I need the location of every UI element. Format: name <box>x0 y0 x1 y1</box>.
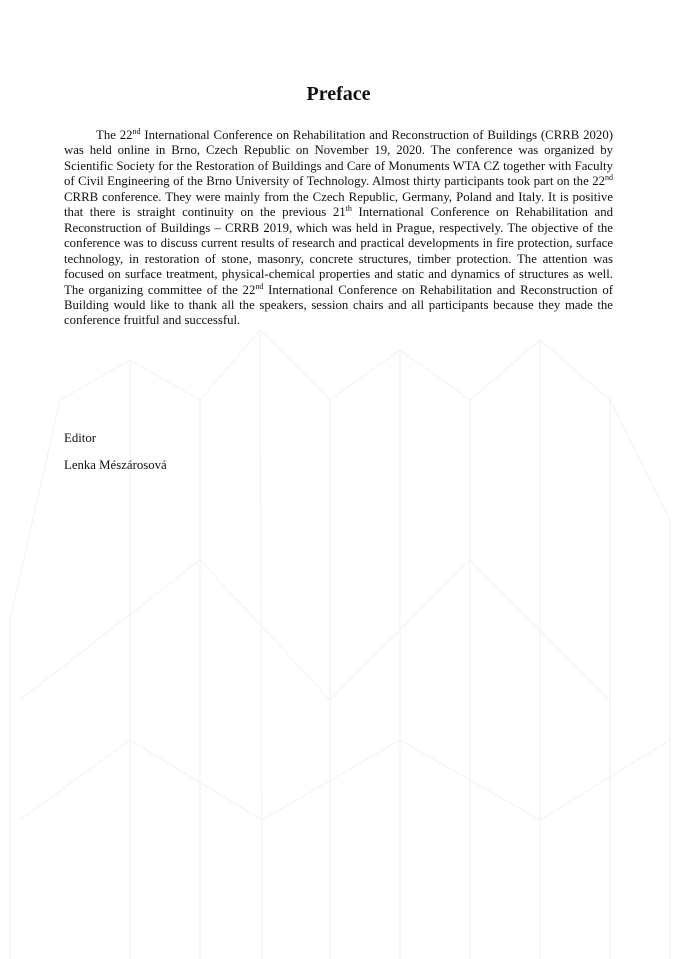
text-run: International Conference on Rehabilitation and Reconstruction of Buildings – CRRB 2019, which was held in Prague, respectively. The objective of the conference was to discuss current results of research and practical developments in fire protection, surface technology, in restoration of stone, masonry, concrete structures, timber protection. The attention was focused on surface treatment, physical-chemical properties and static and dynamics of structures as well. The organizing committee of the 22 <box>64 205 613 297</box>
ordinal-suffix: nd <box>605 173 613 183</box>
text-run: International Conference on Rehabilitation and Reconstruction of Building would like to thank all the speakers, session chairs and all participants because they made the conference fruitful and successful. <box>64 282 613 328</box>
text-run: The 22 <box>96 128 133 142</box>
ordinal-suffix: nd <box>255 281 264 291</box>
text-run: International Conference on Rehabilitation and Reconstruction of Buildings (CRRB 2020) was held online in Brno, Czech Republic on November 19, 2020. The conference was organized by Scientific Society for the Restoration of Buildings and Care of Monuments WTA CZ together with Faculty of Civil Engineering of the Brno University of Technology. Almost thirty participants took part on the 22 <box>64 128 613 189</box>
ordinal-suffix: nd <box>132 127 141 136</box>
ordinal-suffix: th <box>345 204 352 214</box>
signature-name: Lenka Mészárosová <box>64 458 167 472</box>
text-run: CRRB conference. They were mainly from the Czech Republic, Germany, Poland and Italy. It is positive that there is straight continuity on the previous 21 <box>64 189 613 220</box>
signature-role: Editor <box>64 431 96 445</box>
page-title: Preface <box>306 83 371 105</box>
preface-paragraph <box>64 128 613 329</box>
